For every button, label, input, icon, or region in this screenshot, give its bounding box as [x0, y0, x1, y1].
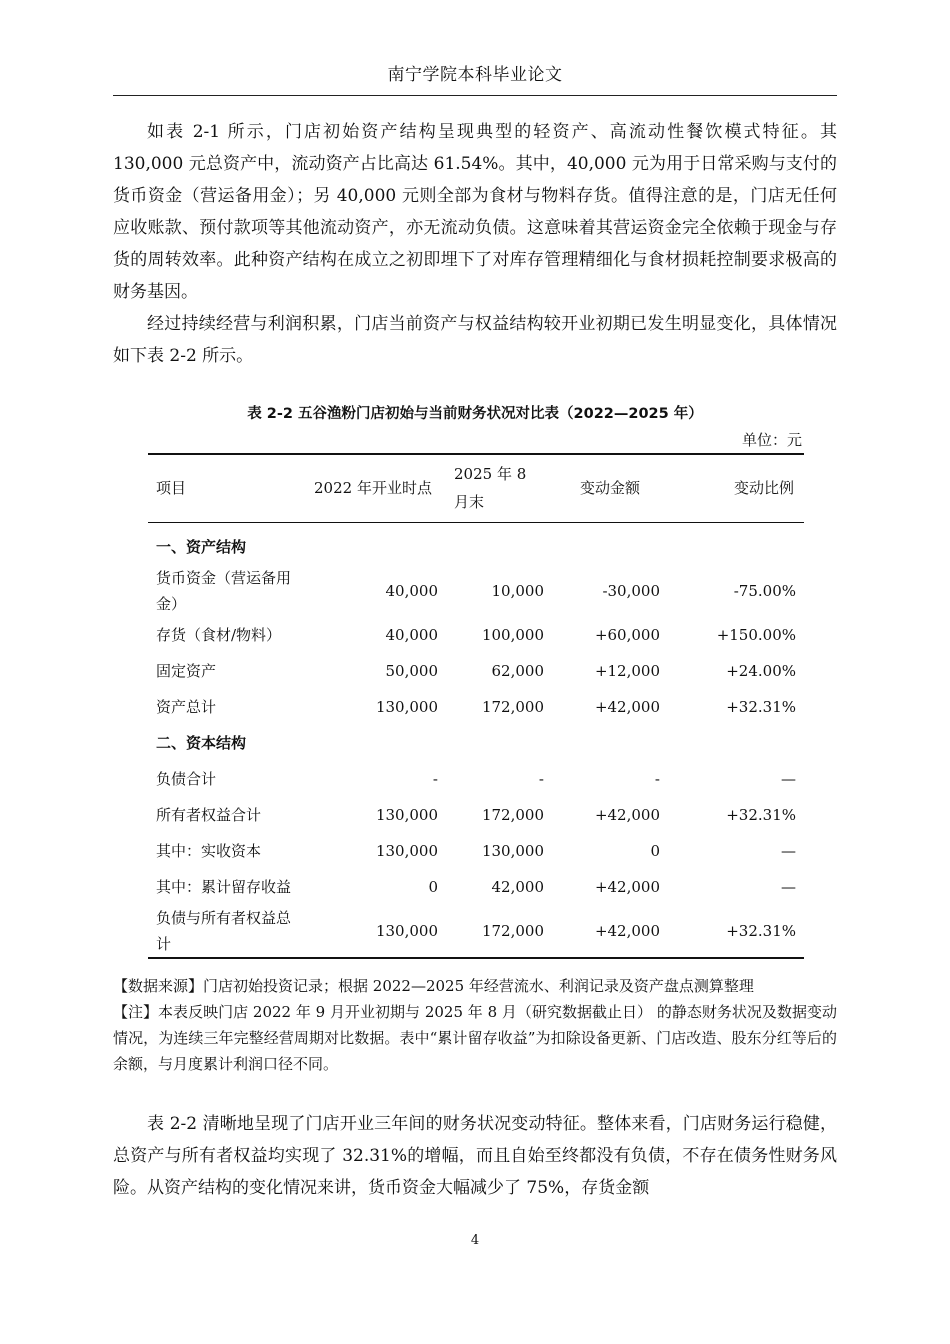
cell: 130,000 [375, 805, 438, 824]
running-header: 南宁学院本科毕业论文 [387, 65, 563, 85]
table-remark-note: 【注】本表反映门店 2022 年 9 月开业初期与 2025 年 8 月（研究数据截止日） 的静态财务状况及数据变动情况，为连续三年完整经营周期对比数据。表中“累计留存收益”为扣除设备更新、门店改造、股东分红等后的余额，与月度累计利润口径不同。 [113, 1003, 837, 1073]
header-change-ratio: 变动比例 [733, 479, 794, 498]
cell: 40,000 [385, 581, 438, 600]
cell: 130,000 [375, 841, 438, 860]
table-row [148, 833, 804, 869]
cell: +42,000 [594, 805, 660, 824]
table-row [148, 653, 804, 689]
cell: 40,000 [385, 625, 438, 644]
cell: — [781, 877, 796, 896]
section-label: 二、资本结构 [156, 733, 247, 752]
header-2022: 2022 年开业时点 [314, 479, 432, 498]
cell: 50,000 [385, 661, 438, 680]
table-header-row [148, 454, 804, 522]
table-row [148, 869, 804, 905]
table-row [148, 905, 804, 958]
cell: +12,000 [594, 661, 660, 680]
row-label: 资产总计 [156, 697, 217, 716]
cell: +60,000 [594, 625, 660, 644]
cell: 172,000 [481, 697, 544, 716]
cell: — [781, 769, 796, 788]
cell: -30,000 [602, 581, 660, 600]
row-label: 所有者权益合计 [156, 805, 262, 824]
paragraph-2: 经过持续经营与利润积累，门店当前资产与权益结构较开业初期已发生明显变化，具体情况如下表 2-2 所示。 [113, 314, 837, 366]
cell: - [654, 769, 660, 788]
section-row [148, 522, 804, 565]
paragraph-1: 如表 2-1 所示，门店初始资产结构呈现典型的轻资产、高流动性餐饮模式特征。其 130,000 元总资产中，流动资产占比高达 61.54%。其中，40,000 元为用于日常采购与支付的货币资金（营运备用金）；另 40,000 元则全部为食材与物料存货。值得注意的是，门店无任何应收账款、预付款项等其他流动资产，亦无流动负债。这意味着其营运资金完全依赖于现金与存货的周转效率。此种资产结构在成立之初即埋下了对库存管理精细化与食材损耗控制要求极高的财务基因。 [113, 122, 837, 302]
row-label: 负债与所有者权益总计 [156, 908, 292, 953]
cell: 130,000 [375, 921, 438, 940]
table-row [148, 565, 804, 617]
cell: - [538, 769, 544, 788]
cell: 130,000 [375, 697, 438, 716]
header-item: 项目 [156, 479, 187, 498]
cell: — [781, 841, 796, 860]
section-row [148, 725, 804, 761]
cell: +150.00% [716, 625, 796, 644]
table-row [148, 617, 804, 653]
row-label: 存货（食材/物料） [156, 625, 282, 644]
cell: +42,000 [594, 877, 660, 896]
table-caption: 表 2-2 五谷渔粉门店初始与当前财务状况对比表（2022—2025 年） [247, 406, 703, 422]
table-row [148, 689, 804, 725]
cell: +32.31% [726, 697, 796, 716]
cell: 42,000 [491, 877, 544, 896]
row-label: 固定资产 [156, 661, 217, 680]
cell: -75.00% [733, 581, 796, 600]
cell: 0 [650, 841, 660, 860]
row-label: 其中：实收资本 [156, 841, 262, 860]
data-source-note: 【数据来源】门店初始投资记录；根据 2022—2025 年经营流水、利润记录及资产盘点测算整理 [113, 977, 754, 995]
page-number: 4 [470, 1233, 480, 1248]
cell: 62,000 [491, 661, 544, 680]
cell: - [432, 769, 438, 788]
row-label: 其中：累计留存收益 [156, 877, 292, 896]
cell: 10,000 [491, 581, 544, 600]
cell: 130,000 [481, 841, 544, 860]
cell: 172,000 [481, 805, 544, 824]
section-label: 一、资产结构 [156, 537, 247, 556]
row-label: 负债合计 [156, 769, 217, 788]
paragraph-3: 表 2-2 清晰地呈现了门店开业三年间的财务状况变动特征。整体来看，门店财务运行稳健，总资产与所有者权益均实现了 32.31%的增幅，而且自始至终都没有负债，不存在债务性财务风险。从资产结构的变化情况来讲，货币资金大幅减少了 75%，存货金额 [113, 1114, 837, 1198]
cell: +42,000 [594, 697, 660, 716]
cell: +42,000 [594, 921, 660, 940]
cell: 0 [428, 877, 438, 896]
header-2025: 2025 年 8 月末 [454, 465, 527, 512]
cell: 172,000 [481, 921, 544, 940]
cell: +32.31% [726, 921, 796, 940]
header-change-amount: 变动金额 [579, 479, 640, 498]
cell: +32.31% [726, 805, 796, 824]
cell: 100,000 [481, 625, 544, 644]
table-unit: 单位：元 [741, 431, 802, 449]
cell: +24.00% [726, 661, 796, 680]
row-label: 货币资金（营运备用金） [156, 568, 292, 613]
table-row [148, 797, 804, 833]
header-rule [113, 95, 837, 96]
financial-comparison-table [148, 453, 804, 959]
table-row [148, 761, 804, 797]
